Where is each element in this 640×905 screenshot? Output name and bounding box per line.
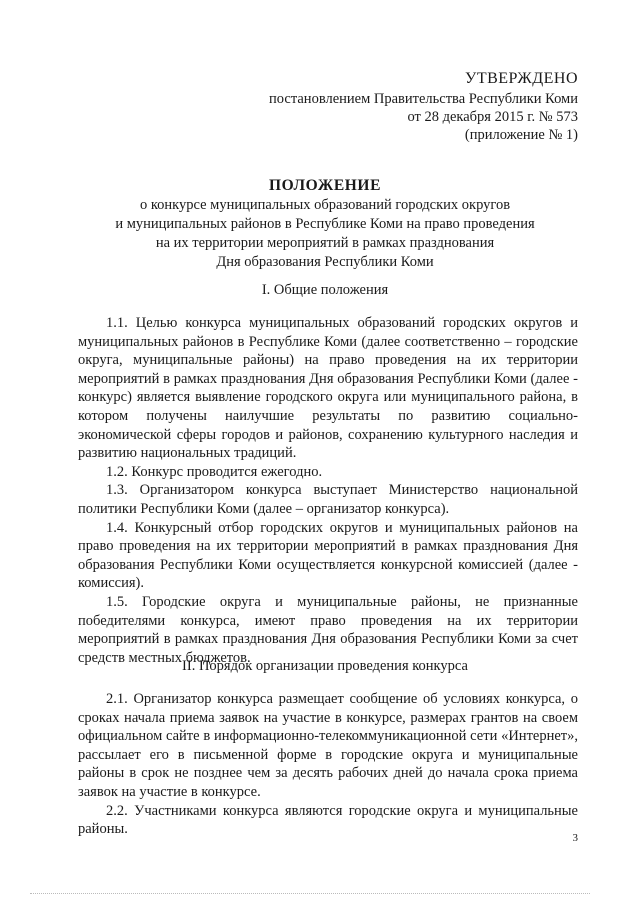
title-subline: о конкурсе муниципальных образований городских округов [139,197,511,213]
paragraph-1-4: 1.4. Конкурсный отбор городских округов и муниципальных районов на право проведения на их территории мероприятий в рамках празднования Дня образования Республики Коми осуществляется конкурсной комиссией (далее - комиссия). [78,519,578,592]
approval-decree: постановлением Правительства Республики Коми [269,91,578,107]
title-subline: на их территории мероприятий в рамках празднования [155,235,495,251]
paragraph-1-5: 1.5. Городские округа и муниципальные районы, не признанные победителями конкурса, имеют право проведения на их территории мероприятий в рамках празднования Дня образования Республики Коми за счет средств местных бюджетов. [78,593,578,666]
approved-label: УТВЕРЖДЕНО [464,70,578,87]
section-organization-body [78,690,578,839]
approval-stamp [269,70,578,144]
section-general-body [78,314,578,667]
title-subline: и муниципальных районов в Республике Коми на право проведения [115,216,535,232]
document-title: ПОЛОЖЕНИЕ [268,177,382,194]
approval-date: от 28 декабря 2015 г. № 573 [407,109,578,125]
title-subline: Дня образования Республики Коми [216,254,434,270]
section-heading-general: I. Общие положения [261,282,389,298]
document-title-block [60,176,590,272]
paragraph-1-2: 1.2. Конкурс проводится ежегодно. [106,463,323,480]
paragraph-2-2: 2.2. Участниками конкурса являются городские округа и муниципальные районы. [78,802,578,838]
scan-edge-divider [30,893,590,895]
section-heading-organization: II. Порядок организации проведения конкурса [182,658,468,674]
page-number: 3 [572,832,578,844]
paragraph-2-1: 2.1. Организатор конкурса размещает сообщение об условиях конкурса, о сроках начала приема заявок на участие в конкурсе, размерах грантов на своем официальном сайте в информационно-телекоммуникационной сети «Интернет», рассылает его в письменной форме в городские округа и муниципальные районы в срок не позднее чем за десять рабочих дней до начала срока приема заявок на участие в конкурсе. [78,691,578,800]
paragraph-1-1: 1.1. Целью конкурса муниципальных образований городских округов и муниципальных районов в Республике Коми (далее соответственно – городские округа, муниципальные районы) на право проведения на их территории мероприятий в рамках празднования Дня образования Республики Коми (далее - конкурс) является выявление городского округа или муниципального района, в котором получены наилучшие результаты по развитию социально-экономической сферы городов и районов, сохранению культурного наследия и развитию национальных традиций. [78,315,578,462]
approval-appendix: (приложение № 1) [464,127,578,143]
paragraph-1-3: 1.3. Организатором конкурса выступает Министерство национальной политики Республики Коми (далее – организатор конкурса). [78,482,578,517]
